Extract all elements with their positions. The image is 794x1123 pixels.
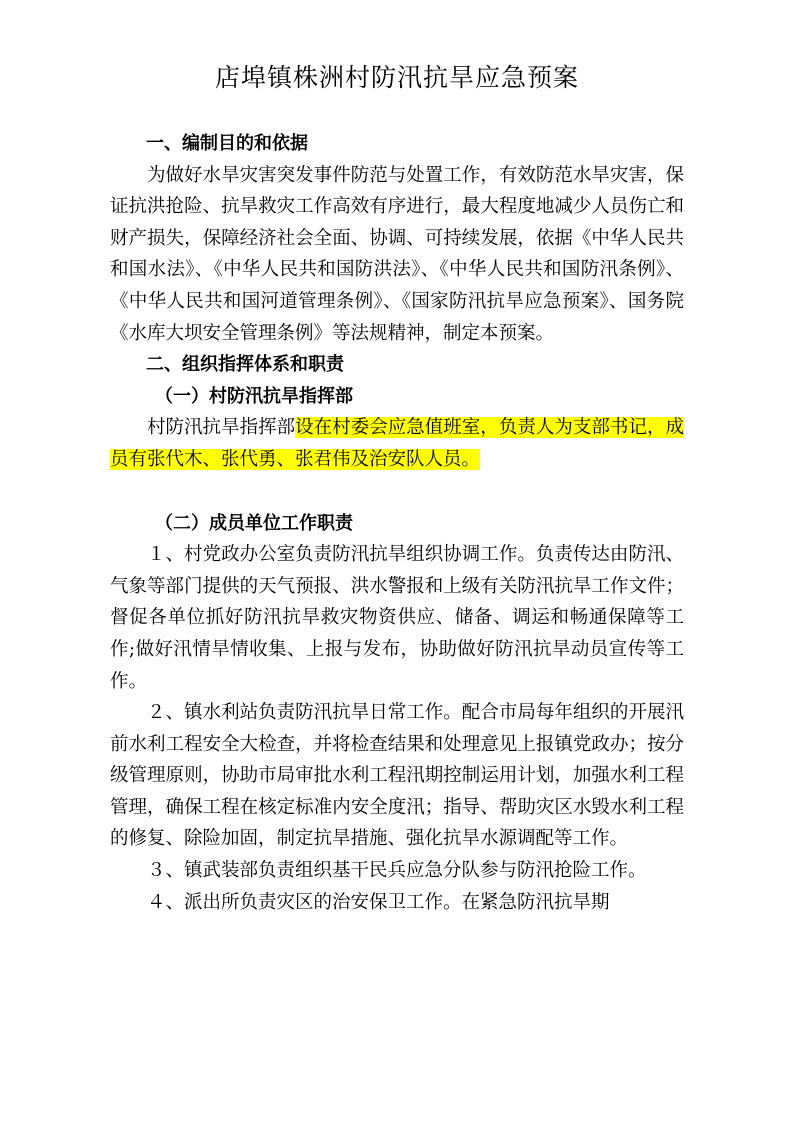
duty-item-1: １、村党政办公室负责防汛抗旱组织协调工作。负责传达由防汛、气象等部门提供的天气预报、洪水警报和上级有关防汛抗旱工作文件；督促各单位抓好防汛抗旱救灾物资供应、储备、调运和畅通保障等工作;做好汛情旱情收集、上报与发布，协助做好防汛抗旱动员宣传等工作。 xyxy=(110,544,684,692)
duty-item-4: ４、派出所负责灾区的治安保卫工作。在紧急防汛抗旱期 xyxy=(147,891,610,913)
section-heading-purpose: 一、编制目的和依据 xyxy=(146,133,308,154)
duty-item-3: ３、镇武装部负责组织基干民兵应急分队参与防汛抢险工作。 xyxy=(147,860,647,882)
document-title: 店埠镇株洲村防汛抗旱应急预案 xyxy=(214,63,579,92)
subsection-heading-duties: （二）成员单位工作职责 xyxy=(155,512,353,534)
paragraph-command xyxy=(110,412,684,475)
duty-item-2: ２、镇水利站负责防汛抗旱日常工作。配合市局每年组织的开展汛前水利工程安全大检查，并将检查结果和处理意见上报镇党政办；按分级管理原则，协助市局审批水利工程汛期控制运用计划，加强水利工程管理，确保工程在核定标准内安全度汛；指导、帮助灾区水毁水利工程的修复、除险加固，制定抗旱措施、强化抗旱水源调配等工作。 xyxy=(110,702,684,850)
subsection-heading-command: （一）村防汛抗旱指挥部 xyxy=(155,385,353,407)
blank-line xyxy=(110,476,684,508)
document-body xyxy=(110,128,684,918)
section-heading-organization: 二、组织指挥体系和职责 xyxy=(146,354,344,376)
command-text-plain: 村防汛抗旱指挥部 xyxy=(147,417,296,439)
command-text-highlighted: 设在村委会应急值班室，负责人为支部书记，成员有张代木、张代勇、张君伟及治安队人员。 xyxy=(110,417,684,470)
paragraph-purpose: 为做好水旱灾害突发事件防范与处置工作，有效防范水旱灾害，保证抗洪抢险、抗旱救灾工作高效有序进行，最大程度地减少人员伤亡和财产损失，保障经济社会全面、协调、可持续发展，依据《中华人民共和国水法》、《中华人民共和国防洪法》、《中华人民共和国防汛条例》、《中华人民共和国河道管理条例》、《国家防汛抗旱应急预案》、国务院《水库大坝安全管理条例》等法规精神，制定本预案。 xyxy=(110,164,684,344)
